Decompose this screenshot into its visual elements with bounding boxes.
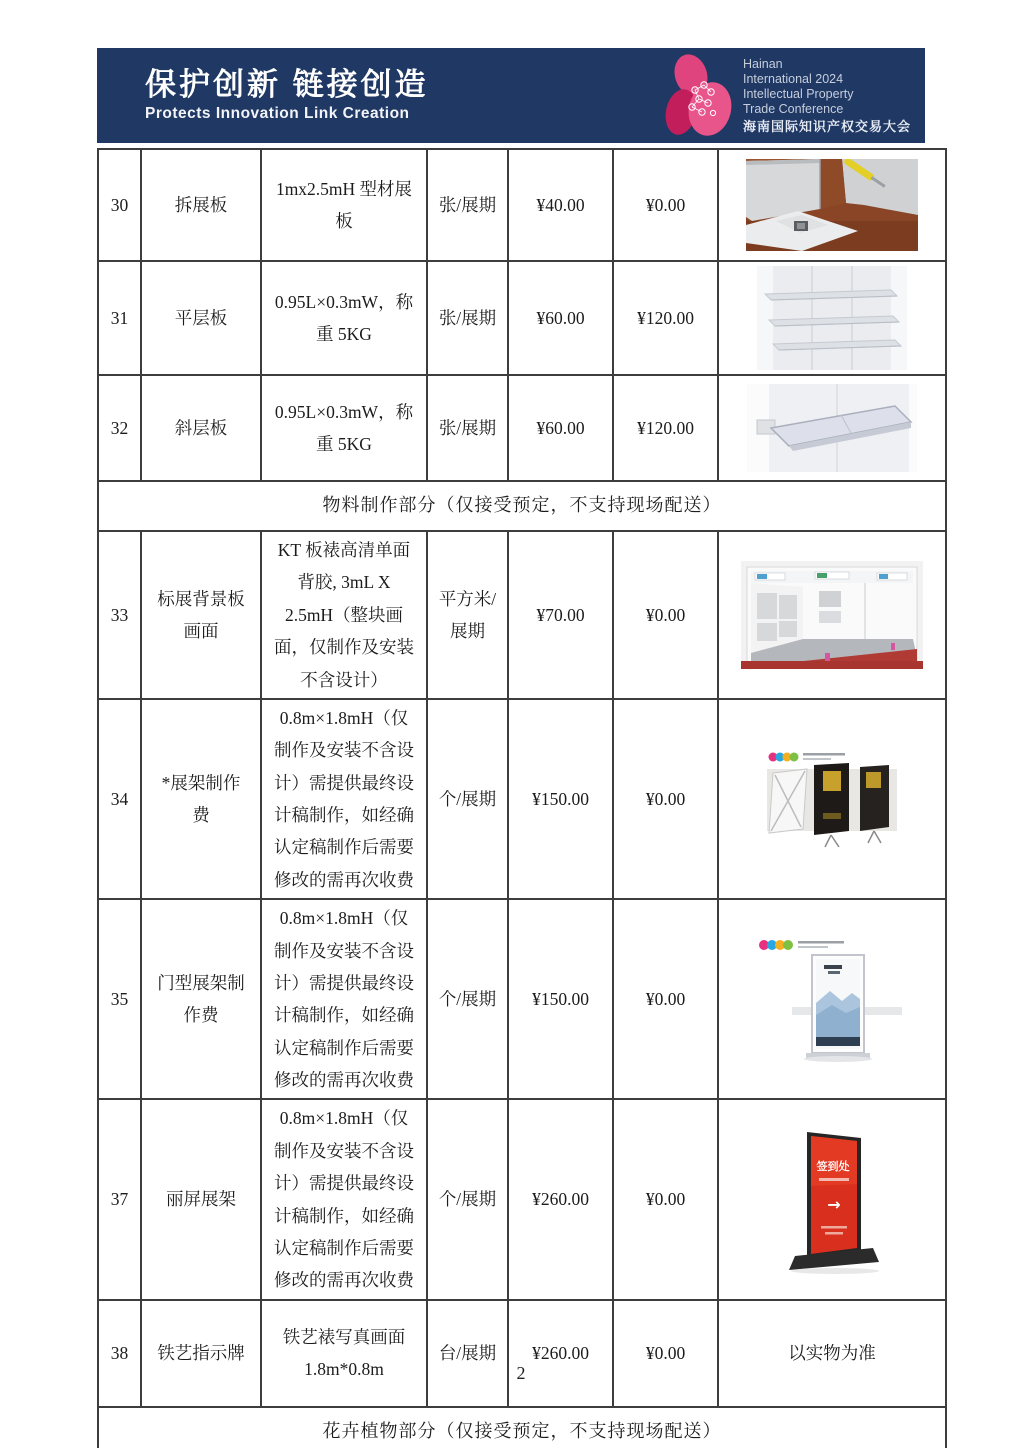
item-unit: 张/展期	[427, 149, 508, 261]
slogan-chinese: 保护创新 链接创造	[145, 66, 429, 102]
item-price1: ¥150.00	[508, 899, 613, 1099]
price-table	[97, 148, 947, 1448]
item-price1: ¥60.00	[508, 375, 613, 481]
item-price2: ¥0.00	[613, 531, 718, 699]
item-photo-cell	[718, 149, 946, 261]
item-desc: KT 板裱高清单面背胶, 3mL X 2.5mH（整块画面，仅制作及安装不含设计）	[261, 531, 427, 699]
item-price1: ¥260.00	[508, 1300, 613, 1407]
conference-name-line2: International 2024	[742, 71, 844, 86]
item-name: 斜层板	[141, 375, 261, 481]
table-row-32	[98, 375, 946, 481]
slogan-block	[145, 68, 429, 123]
item-photo-cell	[718, 1099, 946, 1299]
panel-dismantle-photo	[746, 159, 918, 251]
section-row-materials	[98, 481, 946, 531]
item-desc: 0.8m×1.8mH（仅制作及安装不含设计）需提供最终设计稿制作，如经确认定稿制作后需要修改的需再次收费	[261, 1099, 427, 1299]
item-name: *展架制作费	[141, 699, 261, 899]
item-photo-cell	[718, 375, 946, 481]
flat-shelf-photo	[757, 266, 907, 370]
header-banner	[97, 48, 925, 143]
door-frame-banner-photo	[752, 933, 912, 1065]
row-no: 34	[98, 699, 141, 899]
conference-name-line4: Trade Conference	[742, 102, 844, 117]
table-row-33	[98, 531, 946, 699]
item-price2: ¥120.00	[613, 261, 718, 375]
table-row-38	[98, 1300, 946, 1407]
item-unit: 个/展期	[427, 899, 508, 1099]
table-row-31	[98, 261, 946, 375]
table-row-35	[98, 899, 946, 1099]
item-desc: 1mx2.5mH 型材展板	[261, 149, 427, 261]
item-price2: ¥120.00	[613, 375, 718, 481]
item-name: 丽屏展架	[141, 1099, 261, 1299]
booth-backdrop-photo	[741, 561, 923, 669]
item-photo-cell	[718, 531, 946, 699]
section-row-flowers	[98, 1407, 946, 1448]
conference-name	[743, 57, 911, 135]
item-note: 以实物为准	[718, 1300, 946, 1407]
item-name: 拆展板	[141, 149, 261, 261]
item-desc: 0.95L×0.3mW，称重 5KG	[261, 375, 427, 481]
item-photo-cell	[718, 699, 946, 899]
item-name: 平层板	[141, 261, 261, 375]
item-unit: 个/展期	[427, 1099, 508, 1299]
item-price1: ¥60.00	[508, 261, 613, 375]
item-photo-cell	[718, 899, 946, 1099]
row-no: 31	[98, 261, 141, 375]
item-desc: 0.8m×1.8mH（仅制作及安装不含设计）需提供最终设计稿制作，如经确认定稿制作后需要修改的需再次收费	[261, 899, 427, 1099]
item-unit: 个/展期	[427, 699, 508, 899]
item-price2: ¥0.00	[613, 1300, 718, 1407]
table-row-34	[98, 699, 946, 899]
item-unit: 台/展期	[427, 1300, 508, 1407]
conference-flower-logo-icon	[661, 52, 735, 140]
item-price2: ¥0.00	[613, 1099, 718, 1299]
item-desc: 0.8m×1.8mH（仅制作及安装不含设计）需提供最终设计稿制作，如经确认定稿制作后需要修改的需再次收费	[261, 699, 427, 899]
conference-name-chinese: 海南国际知识产权交易大会	[742, 118, 911, 134]
item-price1: ¥70.00	[508, 531, 613, 699]
conference-name-line3: Intellectual Property	[742, 87, 854, 102]
item-desc: 0.95L×0.3mW，称重 5KG	[261, 261, 427, 375]
item-name: 门型展架制作费	[141, 899, 261, 1099]
row-no: 30	[98, 149, 141, 261]
item-price1: ¥260.00	[508, 1099, 613, 1299]
svg-text:→: →	[827, 1194, 841, 1214]
conference-brand	[661, 52, 911, 140]
item-name: 铁艺指示牌	[141, 1300, 261, 1407]
row-no: 33	[98, 531, 141, 699]
item-photo-cell	[718, 261, 946, 375]
row-no: 35	[98, 899, 141, 1099]
slogan-english: Protects Innovation Link Creation	[145, 105, 410, 123]
conference-name-line1: Hainan	[742, 56, 783, 71]
section-title: 物料制作部分（仅接受预定，不支持现场配送）	[98, 481, 946, 531]
item-name: 标展背景板画面	[141, 531, 261, 699]
item-price2: ¥0.00	[613, 699, 718, 899]
row-no: 38	[98, 1300, 141, 1407]
svg-text:签到处: 签到处	[816, 1159, 850, 1173]
item-unit: 平方米/展期	[427, 531, 508, 699]
table-row-30	[98, 149, 946, 261]
item-unit: 张/展期	[427, 375, 508, 481]
item-price1: ¥40.00	[508, 149, 613, 261]
item-price2: ¥0.00	[613, 149, 718, 261]
page-number: 2	[516, 1363, 526, 1383]
item-unit: 张/展期	[427, 261, 508, 375]
item-desc: 铁艺裱写真画面 1.8m*0.8m	[261, 1300, 427, 1407]
row-no: 37	[98, 1099, 141, 1299]
x-banner-stand-photo	[757, 743, 907, 855]
item-price1: ¥150.00	[508, 699, 613, 899]
row-no: 32	[98, 375, 141, 481]
slanted-shelf-photo	[747, 384, 917, 472]
table-row-37	[98, 1099, 946, 1299]
red-sign-stand-photo	[757, 1124, 907, 1276]
item-price2: ¥0.00	[613, 899, 718, 1099]
section-title: 花卉植物部分（仅接受预定，不支持现场配送）	[98, 1407, 946, 1448]
